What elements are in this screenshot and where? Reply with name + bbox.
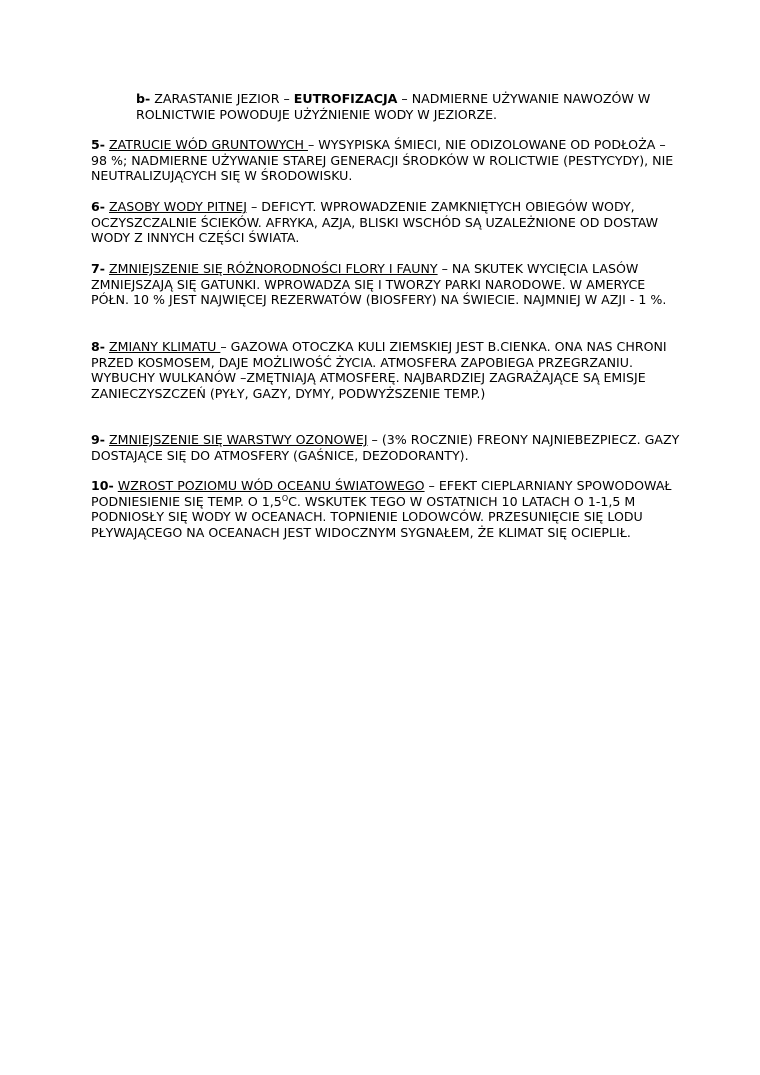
item-text: – GAZOWA OTOCZKA KULI ZIEMSKIEJ JEST B.CIENKA. ONA NAS CHRONI PRZED KOSMOSEM, DAJE MOŻLIWOŚĆ ŻYCIA. ATMOSFERA ZAPOBIEGA PRZEGRZANIU. WYBUCHY WULKANÓW –ZMĘTNIAJĄ ATMOSFERĘ. NAJBARDZIEJ ZAGRAŻAJĄCE SĄ EMISJE ZANIECZYSZCZEŃ (PYŁY, GAZY, DYMY, PODWYŻSZENIE TEMP.) — [91, 339, 667, 401]
item-text: – NA SKUTEK WYCIĘCIA LASÓW ZMNIEJSZAJĄ SIĘ GATUNKI. WPROWADZA SIĘ I TWORZY PARKI NARODOWE. W AMERYCE PÓŁN. 10 % JEST NAJWIĘCEJ REZERWATÓW (BIOSFERY) NA ŚWIECIE. NAJMNIEJ W AZJI - 1 %. — [91, 261, 667, 308]
item-title: WZROST POZIOMU WÓD OCEANU ŚWIATOWEGO — [117, 478, 425, 493]
paragraph-9 — [91, 432, 681, 463]
item-title: ZMIANY KLIMATU — [109, 339, 221, 354]
item-text-cont: C. WSKUTEK TEGO W OSTATNICH 10 LATACH O 1-1,5 M PODNIOSŁY SIĘ WODY W OCEANACH. TOPNIENIE LODOWCÓW. PRZESUNIĘCIE SIĘ LODU PŁYWAJĄCEGO NA OCEANACH JEST WIDOCZNYM SYGNAŁEM, ŻE KLIMAT SIĘ OCIEPLIŁ. — [91, 493, 643, 540]
item-text: – WYSYPISKA ŚMIECI, NIE ODIZOLOWANE OD PODŁOŻA – 98 %; NADMIERNE UŻYWANIE STAREJ GENERACJI ŚRODKÓW W ROLICTWIE (PESTYCYDY), NIE NEUTRALIZUJĄCYCH SIĘ W ŚRODOWISKU. — [91, 137, 674, 184]
item-number: 9- — [91, 432, 105, 447]
item-number: 8- — [91, 339, 105, 354]
item-number: 10- — [91, 478, 114, 493]
superscript: O — [281, 493, 289, 503]
item-bold-term: EUTROFIZACJA — [293, 91, 398, 106]
item-number: 7- — [91, 261, 105, 276]
item-title: ZMNIEJSZENIE SIĘ RÓŻNORODNOŚCI FLORY I FAUNY — [109, 261, 438, 276]
paragraph-5 — [91, 137, 681, 184]
item-text: – (3% ROCZNIE) FREONY NAJNIEBEZPIECZ. GAZY DOSTAJĄCE SIĘ DO ATMOSFERY (GAŚNICE, DEZODORANTY). — [91, 432, 680, 463]
item-title: ZATRUCIE WÓD GRUNTOWYCH — [109, 137, 308, 152]
paragraph-10 — [91, 478, 681, 540]
paragraph-7 — [91, 261, 681, 308]
item-text: – EFEKT CIEPLARNIANY SPOWODOWAŁ PODNIESIENIE SIĘ TEMP. O 1,5 — [91, 478, 672, 509]
item-number: 5- — [91, 137, 105, 152]
item-number: 6- — [91, 199, 105, 214]
item-number: b- — [136, 91, 151, 106]
item-title: ZMNIEJSZENIE SIĘ WARSTWY OZONOWEJ — [109, 432, 368, 447]
item-text: – DEFICYT. WPROWADZENIE ZAMKNIĘTYCH OBIEGÓW WODY, OCZYSZCZALNIE ŚCIEKÓW. AFRYKA, AZJA, BLISKI WSCHÓD SĄ UZALEŻNIONE OD DOSTAW WODY Z INNYCH CZĘŚCI ŚWIATA. — [91, 199, 659, 246]
paragraph-b — [136, 91, 681, 122]
paragraph-8 — [91, 339, 681, 401]
item-title: ZASOBY WODY PITNEJ — [109, 199, 247, 214]
paragraph-6 — [91, 199, 681, 246]
item-text-pre: ZARASTANIE JEZIOR – — [150, 91, 294, 106]
item-text: – NADMIERNE UŻYWANIE NAWOZÓW W ROLNICTWIE POWODUJE UŻYŹNIENIE WODY W JEZIORZE. — [136, 91, 651, 122]
